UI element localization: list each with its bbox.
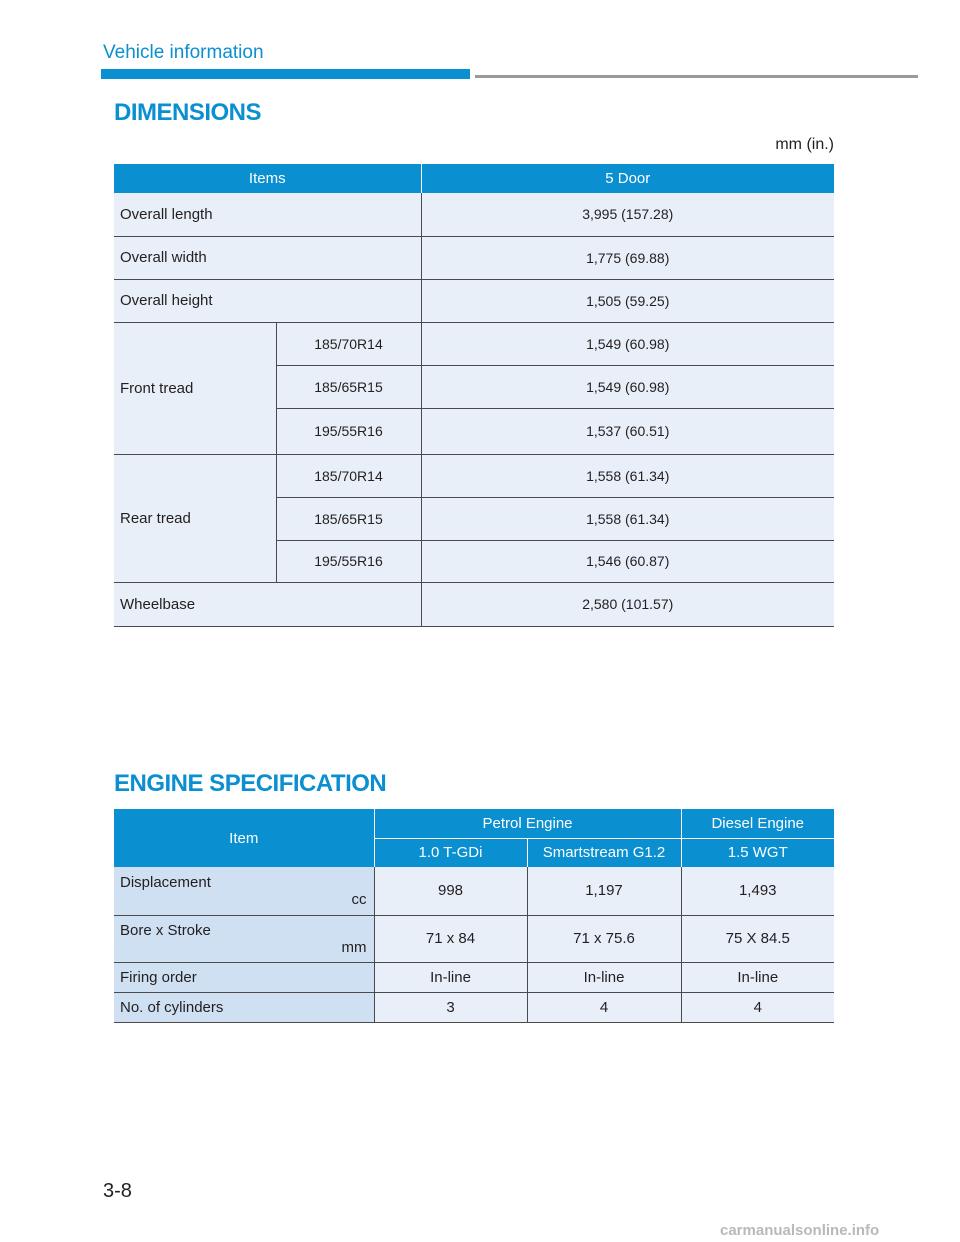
tire-size: 185/65R15: [276, 365, 421, 408]
tire-size: 185/70R14: [276, 322, 421, 365]
row-value: 1,549 (60.98): [421, 365, 834, 408]
row-label: [114, 867, 374, 915]
table-row: [114, 322, 834, 365]
table-row: [114, 867, 834, 915]
row-value: 3: [374, 992, 527, 1022]
table-row: [114, 915, 834, 962]
header-bar-gray: [475, 75, 918, 78]
front-tread-label: Front tread: [114, 322, 276, 454]
section-header: Vehicle information: [103, 42, 264, 63]
table-row: [114, 962, 834, 992]
table-header-row: [114, 809, 834, 838]
row-value: 3,995 (157.28): [421, 193, 834, 236]
row-label: Overall width: [114, 236, 421, 279]
engine-title: ENGINE SPECIFICATION: [114, 770, 387, 797]
bore-stroke-label: Bore x Stroke: [120, 921, 211, 939]
tire-size: 195/55R16: [276, 408, 421, 454]
row-value: 1,505 (59.25): [421, 279, 834, 322]
row-value: 2,580 (101.57): [421, 582, 834, 626]
engine-model-header: 1.0 T-GDi: [374, 838, 527, 867]
watermark: carmanualsonline.info: [720, 1222, 880, 1239]
row-value: 1,546 (60.87): [421, 540, 834, 582]
table-row: [114, 193, 834, 236]
row-value: 1,493: [681, 867, 834, 915]
row-value: 1,537 (60.51): [421, 408, 834, 454]
header-bar-blue: [101, 69, 470, 79]
row-value: 4: [681, 992, 834, 1022]
row-value: 1,558 (61.34): [421, 497, 834, 540]
diesel-engine-header: Diesel Engine: [681, 809, 834, 838]
tire-size: 185/65R15: [276, 497, 421, 540]
tire-size: 195/55R16: [276, 540, 421, 582]
row-value: 1,549 (60.98): [421, 322, 834, 365]
cylinders-label: No. of cylinders: [114, 992, 374, 1022]
engine-spec-table: [114, 809, 834, 1023]
dimensions-unit: mm (in.): [775, 136, 834, 153]
row-value: 4: [527, 992, 681, 1022]
dimensions-title: DIMENSIONS: [114, 99, 262, 126]
firing-order-label: Firing order: [114, 962, 374, 992]
table-row: [114, 236, 834, 279]
tire-size: 185/70R14: [276, 454, 421, 497]
row-value: In-line: [681, 962, 834, 992]
rear-tread-label: Rear tread: [114, 454, 276, 582]
dimensions-table: [114, 164, 834, 627]
door-header: 5 Door: [421, 164, 834, 193]
wheelbase-label: Wheelbase: [114, 582, 421, 626]
items-header: Items: [114, 164, 421, 193]
displacement-unit: cc: [351, 890, 367, 908]
table-row: [114, 279, 834, 322]
petrol-engine-header: Petrol Engine: [374, 809, 681, 838]
bore-stroke-unit: mm: [341, 938, 367, 956]
row-value: In-line: [527, 962, 681, 992]
table-row: [114, 454, 834, 497]
row-label: Overall height: [114, 279, 421, 322]
engine-model-header: 1.5 WGT: [681, 838, 834, 867]
row-value: 1,197: [527, 867, 681, 915]
table-row: [114, 582, 834, 626]
row-value: 1,558 (61.34): [421, 454, 834, 497]
row-value: 998: [374, 867, 527, 915]
row-value: 75 X 84.5: [681, 915, 834, 962]
row-value: 71 x 75.6: [527, 915, 681, 962]
row-label: [114, 915, 374, 962]
row-value: 71 x 84: [374, 915, 527, 962]
row-value: In-line: [374, 962, 527, 992]
table-header-row: [114, 164, 834, 193]
engine-model-header: Smartstream G1.2: [527, 838, 681, 867]
item-header: Item: [114, 809, 374, 867]
row-value: 1,775 (69.88): [421, 236, 834, 279]
row-label: Overall length: [114, 193, 421, 236]
page-number: 3-8: [103, 1180, 132, 1202]
displacement-label: Displacement: [120, 873, 211, 891]
table-row: [114, 992, 834, 1022]
